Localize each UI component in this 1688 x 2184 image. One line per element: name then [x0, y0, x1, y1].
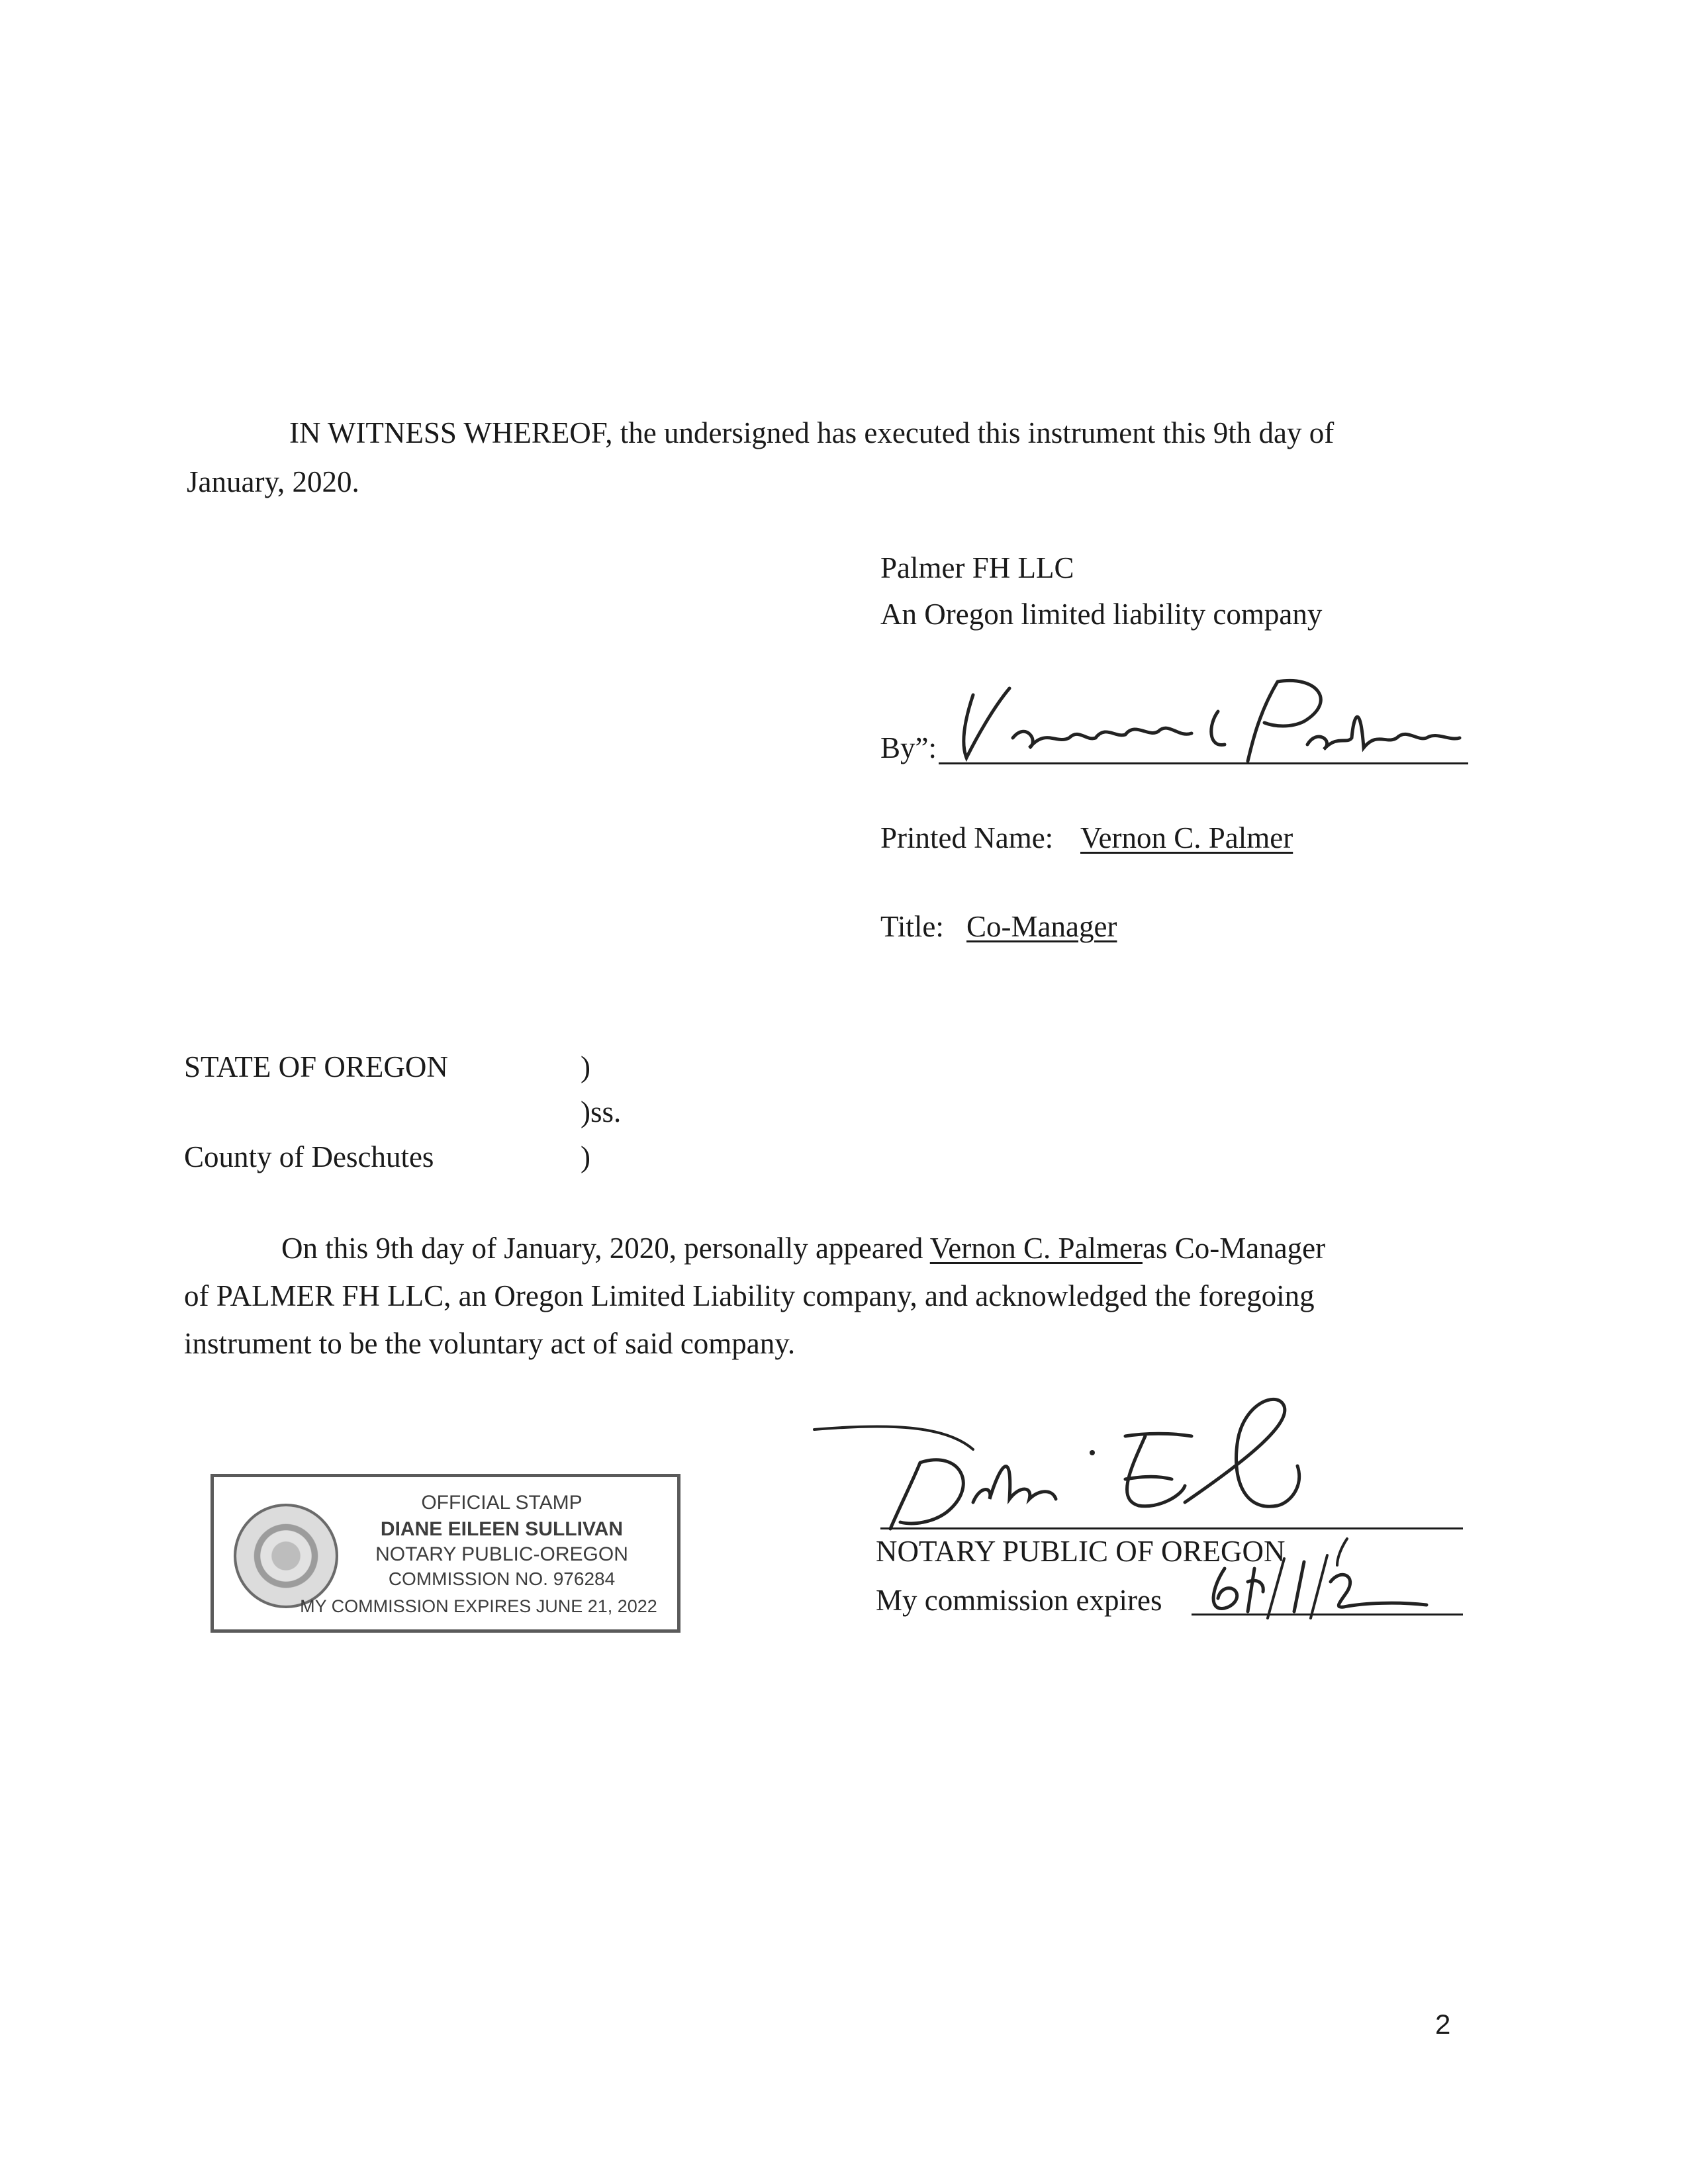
venue-paren-2: ) — [581, 1140, 590, 1173]
page-number: 2 — [1435, 2009, 1451, 2040]
vernon-palmer-signature — [947, 675, 1463, 768]
notary-seal-icon — [234, 1504, 338, 1608]
notary-title: NOTARY PUBLIC OF OREGON — [876, 1535, 1286, 1568]
official-notary-stamp — [211, 1474, 680, 1633]
notary-signature — [814, 1387, 1317, 1545]
ack-text-pre: On this 9th day of January, 2020, personally appeared — [281, 1232, 923, 1265]
company-name: Palmer FH LLC — [880, 551, 1074, 584]
venue-county: County of Deschutes — [184, 1140, 434, 1173]
printed-name-label: Printed Name: — [880, 821, 1054, 854]
acknowledgment-line-2: of PALMER FH LLC, an Oregon Limited Liability company, and acknowledged the foregoing — [184, 1279, 1315, 1312]
commission-expires-label: My commission expires — [876, 1584, 1162, 1617]
stamp-line-4: COMMISSION NO. 976284 — [388, 1569, 616, 1589]
venue-paren-1: ) — [581, 1050, 590, 1083]
ack-text-post: as Co-Manager — [1142, 1232, 1326, 1265]
witness-line-1: IN WITNESS WHEREOF, the undersigned has executed this instrument this 9th day of — [289, 416, 1335, 449]
stamp-line-2: DIANE EILEEN SULLIVAN — [380, 1518, 624, 1540]
venue-state: STATE OF OREGON — [184, 1050, 448, 1083]
title-label: Title: — [880, 910, 944, 943]
printed-name-value: Vernon C. Palmer — [1080, 821, 1293, 854]
witness-line-2: January, 2020. — [187, 465, 359, 498]
stamp-line-5: MY COMMISSION EXPIRES JUNE 21, 2022 — [300, 1596, 657, 1616]
title-value: Co-Manager — [966, 910, 1117, 943]
venue-ss: )ss. — [581, 1095, 622, 1128]
stamp-line-1: OFFICIAL STAMP — [421, 1492, 583, 1514]
ack-appearing-name: Vernon C. Palmer — [929, 1232, 1143, 1265]
acknowledgment-line-3: instrument to be the voluntary act of said company. — [184, 1327, 796, 1360]
company-type: An Oregon limited liability company — [880, 598, 1323, 631]
stamp-line-3: NOTARY PUBLIC-OREGON — [375, 1543, 628, 1565]
commission-expires-handwritten-date — [1205, 1529, 1430, 1621]
acknowledgment-line-1 — [281, 1234, 1325, 1263]
by-label: By”: — [880, 731, 937, 764]
